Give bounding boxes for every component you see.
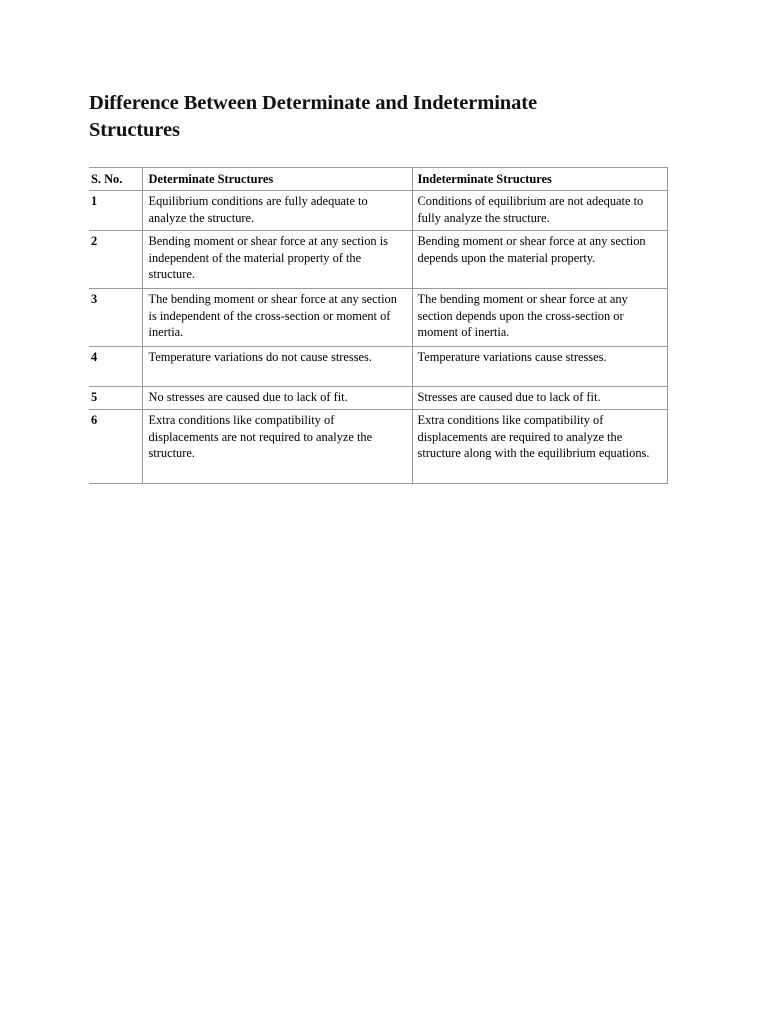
cell-indeterminate: Extra conditions like compatibility of displacements are required to analyze the structure along with the equilibrium equations. (412, 410, 667, 484)
column-header-serial-number: S. No. (89, 167, 142, 191)
comparison-table (89, 167, 668, 485)
cell-serial-number: 6 (89, 410, 142, 484)
cell-determinate: No stresses are caused due to lack of fit. (142, 387, 412, 410)
cell-determinate: Temperature variations do not cause stresses. (142, 347, 412, 387)
table-row (89, 387, 667, 410)
table-body (89, 191, 667, 484)
cell-indeterminate: Temperature variations cause stresses. (412, 347, 667, 387)
table-row (89, 347, 667, 387)
table-header (89, 167, 667, 191)
cell-serial-number: 1 (89, 191, 142, 231)
cell-serial-number: 3 (89, 289, 142, 347)
cell-serial-number: 4 (89, 347, 142, 387)
column-header-indeterminate: Indeterminate Structures (412, 167, 667, 191)
cell-determinate: The bending moment or shear force at any section is independent of the cross-section or moment of inertia. (142, 289, 412, 347)
column-header-determinate: Determinate Structures (142, 167, 412, 191)
cell-serial-number: 2 (89, 231, 142, 289)
table-row (89, 289, 667, 347)
table-row (89, 410, 667, 484)
cell-determinate: Extra conditions like compatibility of displacements are not required to analyze the structure. (142, 410, 412, 484)
cell-indeterminate: Conditions of equilibrium are not adequate to fully analyze the structure. (412, 191, 667, 231)
cell-serial-number: 5 (89, 387, 142, 410)
cell-determinate: Equilibrium conditions are fully adequate to analyze the structure. (142, 191, 412, 231)
table-row (89, 191, 667, 231)
cell-indeterminate: Stresses are caused due to lack of fit. (412, 387, 667, 410)
cell-indeterminate: Bending moment or shear force at any section depends upon the material property. (412, 231, 667, 289)
table-header-row (89, 167, 667, 191)
page-title: Difference Between Determinate and Indeterminate Structures (89, 92, 537, 142)
document-content (89, 90, 669, 484)
table-row (89, 231, 667, 289)
cell-indeterminate: The bending moment or shear force at any section depends upon the cross-section or moment of inertia. (412, 289, 667, 347)
cell-determinate: Bending moment or shear force at any section is independent of the material property of the structure. (142, 231, 412, 289)
